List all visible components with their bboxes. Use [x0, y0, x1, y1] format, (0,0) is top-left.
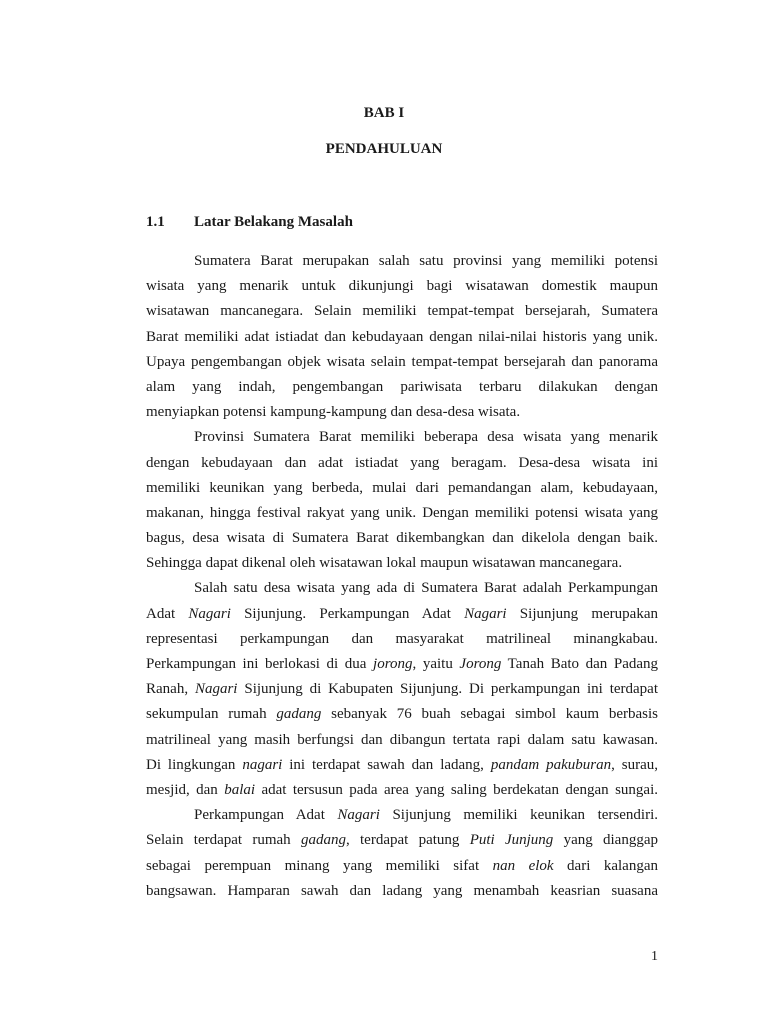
text-run: Upaya pengembangan objek wisata selain tempat-tempat bersejarah dan panorama [146, 353, 658, 370]
text-line [146, 576, 658, 601]
text-run: yang dianggap [553, 832, 658, 849]
text-run: menyiapkan potensi kampung-kampung dan desa-desa wisata. [146, 404, 521, 421]
text-run: alam yang indah, pengembangan pariwisata terbaru dilakukan dengan [146, 378, 658, 395]
text-run: Perkampungan Adat [194, 807, 338, 824]
text-run: Adat [146, 605, 189, 622]
italic-term: nan elok [492, 857, 554, 874]
text-run: dengan kebudayaan dan adat istiadat yang beragam. Desa-desa wisata ini [146, 454, 658, 471]
text-run: dari kalangan [553, 857, 658, 874]
text-run: Sijunjung di Kabupaten Sijunjung. Di perkampungan ini terdapat [237, 681, 658, 698]
text-run: Di lingkungan [146, 756, 243, 773]
text-line [146, 728, 658, 753]
text-run: memiliki keunikan yang berbeda, mulai dari pemandangan alam, kebudayaan, [146, 479, 658, 496]
text-run: Perkampungan ini berlokasi di dua [146, 656, 374, 672]
text-line [146, 274, 658, 299]
section-title: Latar Belakang Masalah [194, 214, 353, 230]
text-run: Sijunjung. Perkampungan Adat [230, 605, 465, 622]
text-run: wisata yang menarik untuk dikunjungi bagi wisatawan domestik maupun [146, 278, 658, 295]
text-line [146, 828, 658, 853]
body-text [146, 249, 658, 904]
text-run: bangsawan. Hamparan sawah dan ladang yang menambah keasrian suasana [146, 882, 658, 899]
text-line [146, 677, 658, 702]
text-run: sebanyak 76 buah sebagai simbol kaum berbasis [321, 706, 658, 723]
text-line [146, 803, 658, 828]
text-run: bagus, desa wisata di Sumatera Barat dikembangkan dan dikelola dengan baik. [146, 530, 658, 547]
italic-term: Nagari [188, 605, 231, 622]
section-heading [146, 212, 353, 232]
text-line [146, 627, 658, 652]
page-number: 1 [651, 949, 658, 964]
text-run: Sijunjung memiliki keunikan tersendiri. [379, 807, 658, 824]
chapter-label: BAB I [363, 105, 405, 121]
text-run: Sijunjung merupakan [506, 605, 658, 622]
text-line [146, 526, 658, 551]
text-line [146, 350, 658, 375]
text-line [146, 400, 658, 425]
italic-term: gadang [300, 832, 346, 849]
italic-term: Nagari [337, 807, 380, 824]
text-run: makanan, hingga festival rakyat yang unik. Dengan memiliki potensi wisata yang [146, 504, 658, 521]
text-line [146, 476, 658, 501]
text-line [146, 451, 658, 476]
text-run: sekumpulan rumah [146, 706, 277, 723]
text-line [146, 425, 658, 450]
italic-term: jorong [373, 656, 413, 672]
text-run: Selain terdapat rumah [146, 832, 301, 849]
text-line [146, 602, 658, 627]
text-line [146, 375, 658, 400]
text-run: mesjid, dan [146, 781, 225, 798]
text-run: matrilineal yang masih berfungsi dan dibangun tertata rapi dalam satu kawasan. [146, 731, 658, 748]
text-run: wisatawan mancanegara. Selain memiliki tempat-tempat bersejarah, Sumatera [146, 303, 658, 320]
italic-term: gadang [276, 706, 322, 723]
text-run: Provinsi Sumatera Barat memiliki beberapa desa wisata yang menarik [194, 429, 658, 446]
text-run: , surau, [611, 756, 658, 773]
text-line [146, 299, 658, 324]
text-line [146, 854, 658, 879]
text-line [146, 325, 658, 350]
text-run: Salah satu desa wisata yang ada di Sumatera Barat adalah Perkampungan [194, 580, 658, 597]
italic-term: Nagari [194, 681, 238, 698]
text-run: Sumatera Barat merupakan salah satu provinsi yang memiliki potensi [194, 253, 658, 269]
italic-term: Jorong [459, 656, 502, 672]
italic-term: nagari [242, 756, 283, 773]
text-line [146, 551, 658, 576]
text-line [146, 702, 658, 727]
text-run: ini terdapat sawah dan ladang, [282, 756, 491, 773]
text-run: , yaitu [412, 656, 460, 672]
text-run: representasi perkampungan dan masyarakat matrilineal minangkabau. [146, 630, 658, 647]
text-line [146, 879, 658, 904]
italic-term: Puti Junjung [469, 832, 554, 849]
text-run: Ranah, [146, 681, 195, 698]
text-line [146, 778, 658, 803]
text-run: Barat memiliki adat istiadat dan kebudayaan dengan nilai-nilai historis yang unik. [146, 328, 658, 345]
text-run: sebagai perempuan minang yang memiliki sifat [146, 857, 493, 874]
text-run: Tanah Bato dan Padang [501, 656, 658, 672]
text-line [146, 249, 658, 274]
italic-term: pandam pakuburan [490, 756, 612, 773]
text-run: Sehingga dapat dikenal oleh wisatawan lokal maupun wisatawan mancanegara. [146, 555, 623, 572]
text-line [146, 753, 658, 778]
section-number: 1.1 [146, 214, 165, 230]
text-line [146, 652, 658, 677]
text-line [146, 501, 658, 526]
text-run: , terdapat patung [345, 832, 470, 849]
text-run: adat tersusun pada area yang saling berdekatan dengan sungai. [255, 781, 658, 798]
chapter-title: PENDAHULUAN [325, 141, 443, 157]
italic-term: Nagari [464, 605, 507, 622]
italic-term: balai [224, 781, 256, 798]
